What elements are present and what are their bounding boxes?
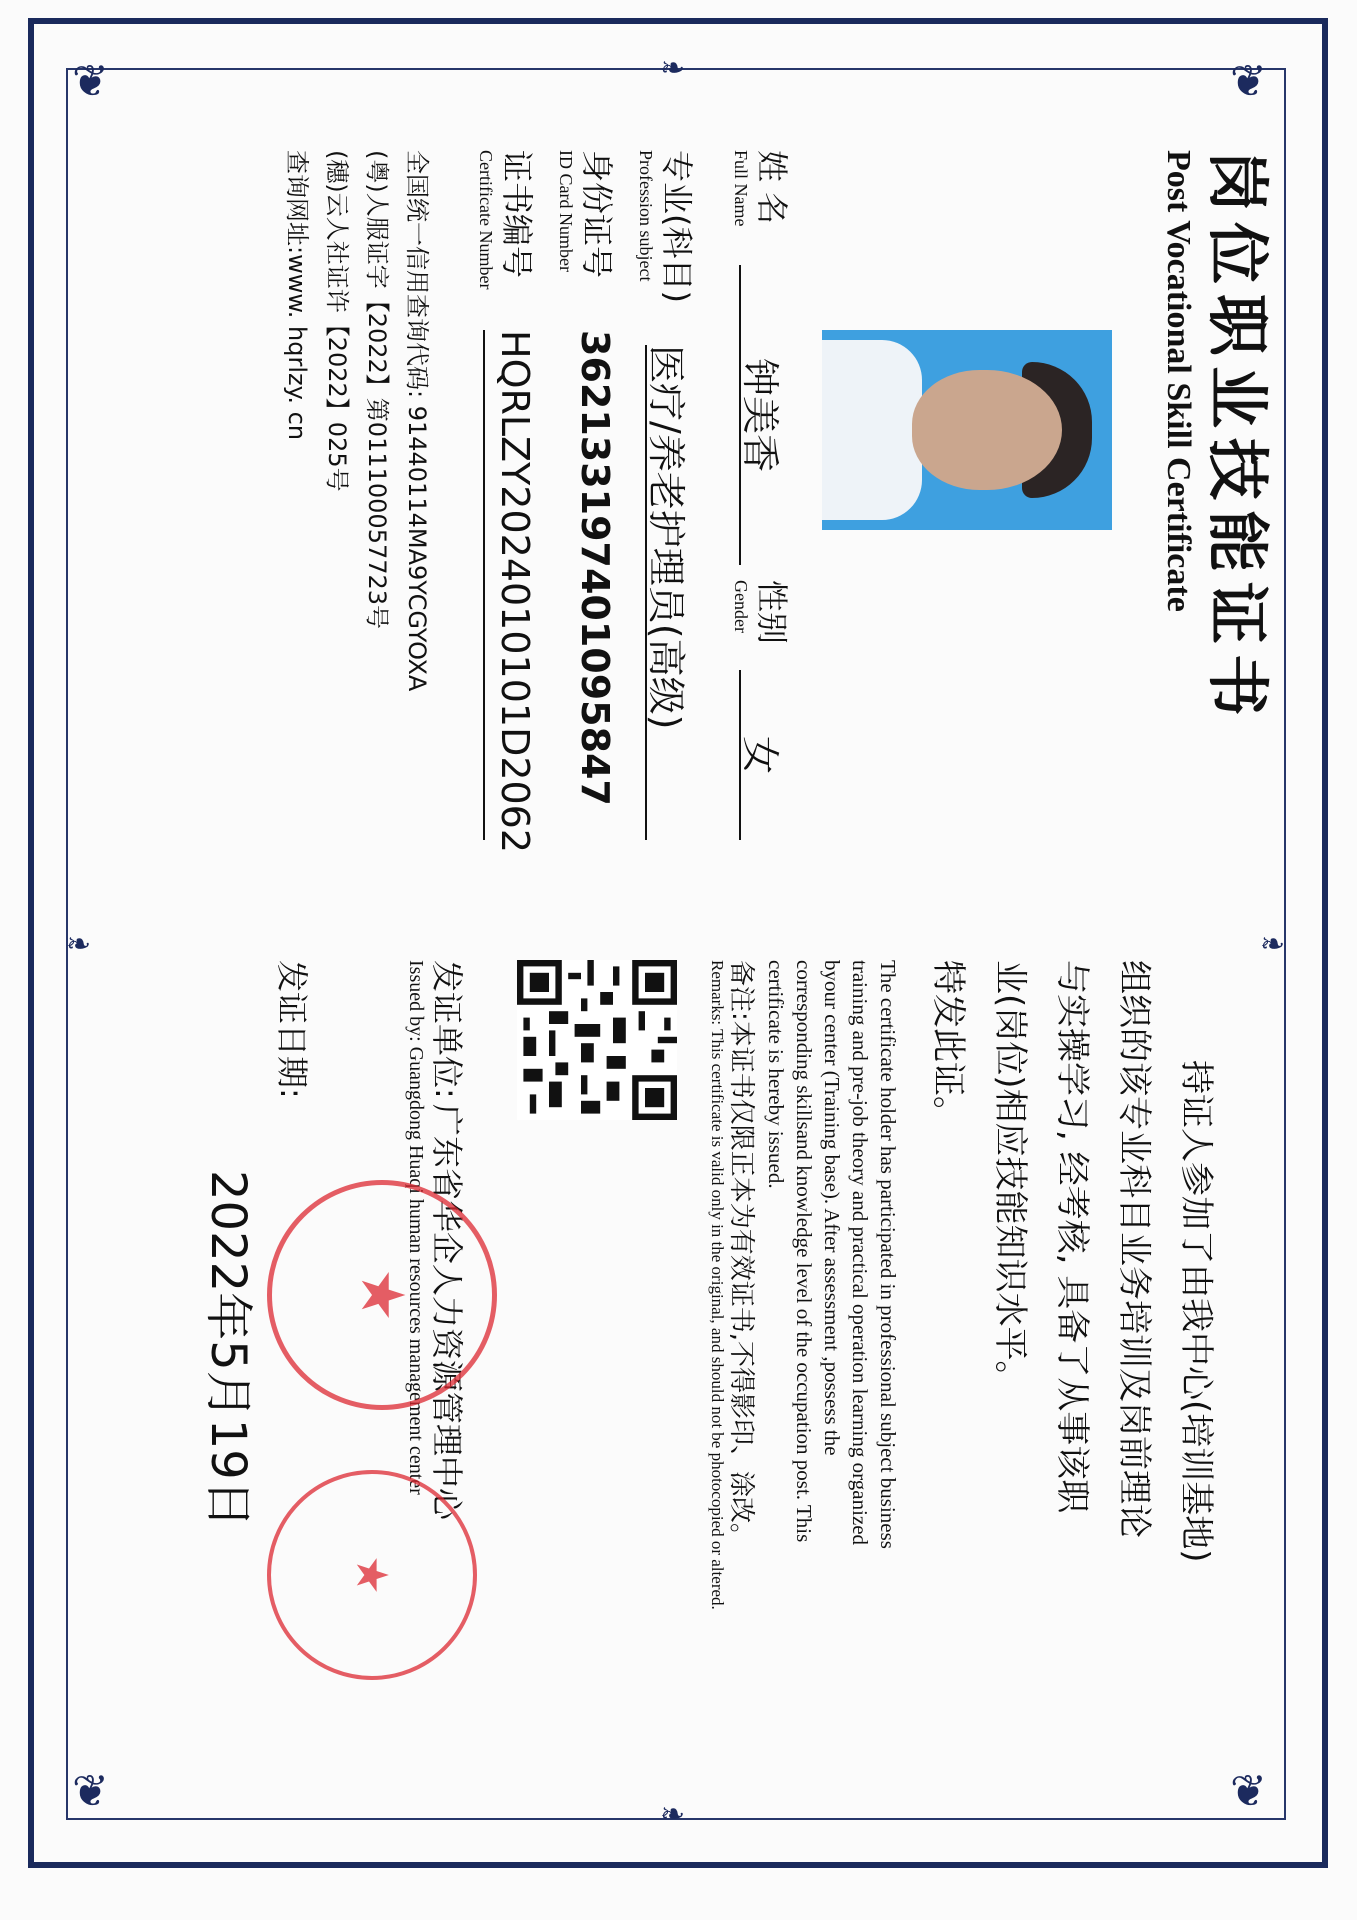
qr-code xyxy=(517,960,677,1120)
title-en: Post Vocational Skill Certificate xyxy=(1160,150,1197,612)
date-label: 发证日期: xyxy=(273,960,311,1099)
query-site: 查询网址:www. hqrlzy. cn xyxy=(283,150,311,441)
title-zh: 岗位职业技能证书 xyxy=(1201,150,1274,727)
gender-label-zh: 性别 xyxy=(753,580,791,645)
name-label xyxy=(730,150,797,227)
corner-ornament-icon: ❦ xyxy=(72,1766,109,1817)
body-en xyxy=(762,960,902,1720)
gender-field xyxy=(739,670,791,840)
body-en-line-5: certificate is hereby issued. xyxy=(764,960,788,1189)
body-en-line-3: byour center (Training base). After assessment ,possess the xyxy=(820,960,844,1456)
cert-number-field xyxy=(483,330,537,854)
body-zh-line-5: 特发此证。 xyxy=(928,960,968,1130)
cert-number-value: HQRLZY2024010101D2062 xyxy=(493,330,537,854)
seal-star-icon: ★ xyxy=(347,1268,417,1322)
body-zh-line-1: 持证人参加了由我中心(培训基地) xyxy=(1176,1060,1216,1563)
gender-value: 女 xyxy=(738,735,782,774)
date-value: 2022年5月19日 xyxy=(200,1170,256,1528)
name-label-en: Full Name xyxy=(731,150,751,227)
profession-label xyxy=(635,150,702,303)
photo-shirt xyxy=(822,340,922,520)
cert-number-label xyxy=(475,150,542,289)
corner-ornament-icon: ❦ xyxy=(72,56,109,107)
profession-label-en: Profession subject xyxy=(636,150,656,282)
edge-ornament-icon: ❧ xyxy=(66,927,92,962)
issuer-label: 发证单位: xyxy=(428,960,466,1099)
gender-label-en: Gender xyxy=(731,580,751,633)
profession-value: 医疗/养老护理员(高级) xyxy=(644,345,688,730)
profession-field xyxy=(645,345,697,840)
seal-star-icon: ★ xyxy=(346,1555,398,1595)
body-en-line-2: training and pre-job theory and practical operation learning organized xyxy=(848,960,872,1546)
name-field xyxy=(739,265,791,565)
license-1: (粤)人服证字【2022】第011100057723号 xyxy=(363,150,391,630)
issuer-value: 广东省华企人力资源管理中心 xyxy=(428,1103,466,1520)
id-label-en: ID Card Number xyxy=(556,150,576,272)
profession-label-zh: 专业(科目) xyxy=(658,150,696,303)
name-value: 钟美香 xyxy=(738,357,782,472)
id-field xyxy=(573,330,617,806)
official-seal-2 xyxy=(267,1470,477,1680)
id-value: 362133197401095847 xyxy=(573,330,617,806)
body-en-line-4: corresponding skillsand knowledge level of the occupation post. This xyxy=(792,960,816,1543)
certificate-content xyxy=(57,0,1357,1840)
body-zh-line-3: 与实操学习, 经考核, 具备了从事该职 xyxy=(1052,960,1092,1514)
body-zh-line-4: 业(岗位)相应技能知识水平。 xyxy=(990,960,1030,1395)
remark-en: Remarks: This certificate is valid only in the original, and should not be photocopied or altered. xyxy=(708,960,727,1610)
name-label-zh: 姓 名 xyxy=(753,150,791,225)
body-en-line-1: The certificate holder has participated in professional subject business xyxy=(876,960,900,1549)
corner-ornament-icon: ❦ xyxy=(1230,56,1267,107)
id-label xyxy=(555,150,622,278)
edge-ornament-icon: ❧ xyxy=(1260,927,1286,962)
edge-ornament-icon: ❧ xyxy=(660,1797,686,1832)
body-zh xyxy=(917,960,1227,1740)
license-2: (穗)云人社证许【2022】025号 xyxy=(323,150,351,492)
holder-photo xyxy=(822,330,1112,530)
remark-zh: 备注:本证书仅限正本为有效证书,不得影印、涂改。 xyxy=(726,960,756,1550)
official-seal xyxy=(267,1180,497,1410)
corner-ornament-icon: ❦ xyxy=(1230,1766,1267,1817)
credit-code: 全国统一信用查询代码: 91440114MA9YCGYOXA xyxy=(403,150,431,692)
issuer-en: Issued by: Guangdong Huaqi human resources management center xyxy=(405,960,427,1495)
cert-number-label-en: Certificate Number xyxy=(476,150,496,290)
photo-face xyxy=(912,370,1062,490)
edge-ornament-icon: ❧ xyxy=(660,51,686,86)
id-label-zh: 身份证号 xyxy=(578,150,616,279)
gender-label xyxy=(730,580,797,644)
cert-number-label-zh: 证书编号 xyxy=(498,150,536,279)
body-zh-line-2: 组织的该专业科目业务培训及岗前理论 xyxy=(1114,960,1154,1538)
